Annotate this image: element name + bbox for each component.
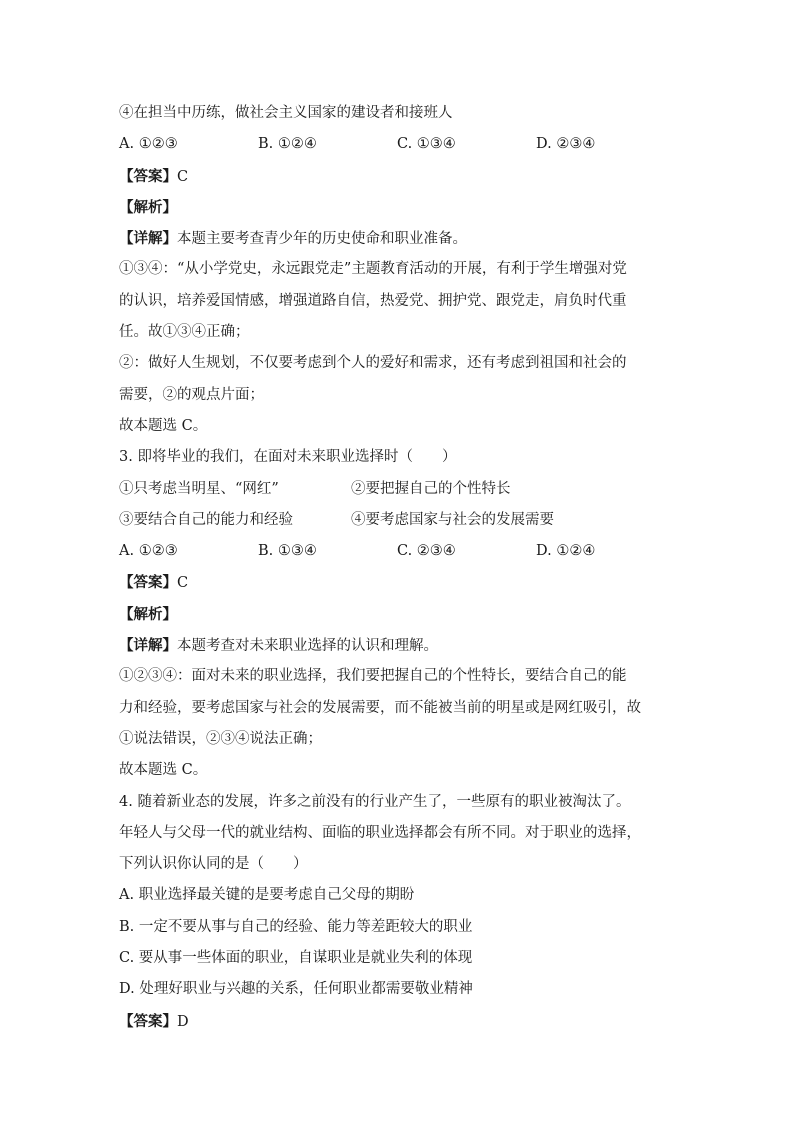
q2-explanation-line: 的认识，培养爱国情感，增强道路自信，热爱党、拥护党、跟党走，肩负时代重	[119, 292, 627, 309]
q4-option-d: D. 处理好职业与兴趣的关系，任何职业都需要敬业精神	[119, 981, 473, 998]
q3-conclusion: 故本题选 C。	[119, 762, 208, 779]
q4-stem-line: 4. 随着新业态的发展，许多之前没有的行业产生了，一些原有的职业被淘汰了。	[119, 793, 631, 810]
q3-item-3: ③要结合自己的能力和经验	[119, 511, 293, 528]
detail-text: 本题主要考查青少年的历史使命和职业准备。	[177, 231, 467, 248]
q3-options	[119, 536, 679, 567]
answer-value: C	[177, 168, 189, 185]
q3-analysis-heading	[119, 599, 679, 630]
document-page	[119, 98, 679, 1037]
q3-item-4: ④要考虑国家与社会的发展需要	[351, 511, 554, 528]
answer-value: C	[177, 575, 189, 592]
q2-item-4: ④在担当中历练，做社会主义国家的建设者和接班人	[119, 105, 453, 121]
q2-explanation-line: ②：做好人生规划，不仅要考虑到个人的爱好和需求，还有考虑到祖国和社会的	[119, 355, 627, 372]
q2-option-b: B. ①②④	[258, 136, 317, 153]
q4-answer	[119, 1006, 679, 1037]
q4-stem-line: 下列认识你认同的是（ ）	[119, 856, 308, 873]
q3-stem: 3. 即将毕业的我们，在面对未来职业选择时（ ）	[119, 449, 457, 466]
q3-items-row	[119, 474, 679, 505]
q2-explanation-line: ①③④：“从小学党史，永远跟党走”主题教育活动的开展，有利于学生增强对党	[119, 261, 627, 278]
q3-explanation-line: ①说法错误，②③④说法正确；	[119, 730, 322, 747]
analysis-tag: 【解析】	[119, 605, 177, 623]
q2-conclusion: 故本题选 C。	[119, 417, 208, 434]
q3-explanation-line: 力和经验，要考虑国家与社会的发展需要，而不能被当前的明星或是网红吸引，故	[119, 699, 641, 716]
q2-option-a: A. ①②③	[119, 136, 178, 153]
answer-tag: 【答案】	[119, 574, 177, 592]
q3-item-2: ②要把握自己的个性特长	[351, 480, 511, 497]
answer-tag: 【答案】	[119, 1012, 177, 1030]
q3-explanation-line: ①②③④：面对未来的职业选择，我们要把握自己的个性特长，要结合自己的能	[119, 668, 627, 685]
q2-option-c: C. ①③④	[397, 136, 456, 153]
detail-tag: 【详解】	[119, 637, 177, 655]
q2-explanation-line: 任。故①③④正确；	[119, 324, 250, 341]
q3-option-b: B. ①③④	[258, 543, 317, 560]
detail-text: 本题考查对未来职业选择的认识和理解。	[177, 638, 438, 655]
q2-options	[119, 129, 679, 160]
q3-answer	[119, 567, 679, 598]
detail-tag: 【详解】	[119, 230, 177, 248]
q2-analysis-heading	[119, 192, 679, 223]
answer-value: D	[177, 1013, 189, 1030]
q2-explanation-line: 需要，②的观点片面；	[119, 386, 264, 403]
q3-items-row	[119, 505, 679, 536]
q3-option-d: D. ①②④	[536, 543, 596, 560]
q3-option-a: A. ①②③	[119, 543, 178, 560]
q4-option-b: B. 一定不要从事与自己的经验、能力等差距较大的职业	[119, 918, 473, 935]
answer-tag: 【答案】	[119, 167, 177, 185]
q2-detail	[119, 223, 679, 254]
q4-option-c: C. 要从事一些体面的职业，自谋职业是就业失利的体现	[119, 950, 473, 967]
q3-detail	[119, 630, 679, 661]
q3-item-1: ①只考虑当明星、“网红”	[119, 480, 279, 497]
analysis-tag: 【解析】	[119, 198, 177, 216]
q2-answer	[119, 161, 679, 192]
q3-option-c: C. ②③④	[397, 543, 456, 560]
q4-option-a: A. 职业选择最关键的是要考虑自己父母的期盼	[119, 887, 415, 904]
q4-stem-line: 年轻人与父母一代的就业结构、面临的职业选择都会有所不同。对于职业的选择，	[119, 824, 641, 841]
q2-option-d: D. ②③④	[536, 136, 596, 153]
